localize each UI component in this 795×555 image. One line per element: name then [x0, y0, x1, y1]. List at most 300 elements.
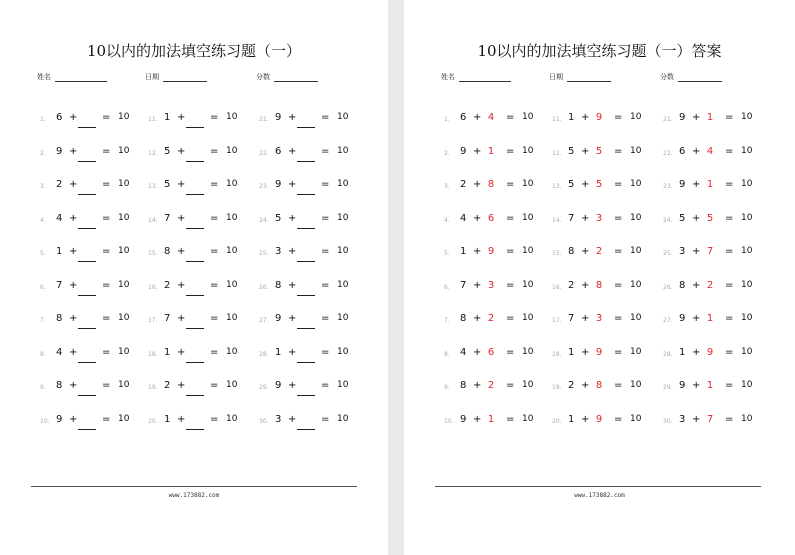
- answer-blank[interactable]: [297, 261, 315, 262]
- addend: 3: [679, 413, 686, 425]
- equals-sign: =: [321, 212, 330, 224]
- problem-number: 4.: [444, 216, 450, 224]
- plus-sign: +: [288, 279, 297, 291]
- equals-sign: =: [102, 313, 111, 324]
- problem-number: 30.: [259, 417, 269, 425]
- equals-sign: =: [210, 380, 219, 391]
- problem-item: [259, 212, 359, 240]
- problem-number: 10.: [40, 417, 50, 425]
- sum-value: 10: [630, 313, 642, 323]
- sum-value: 10: [522, 212, 534, 223]
- sum-value: 10: [522, 145, 534, 156]
- equals-sign: =: [321, 145, 330, 157]
- problem-number: 4.: [40, 216, 46, 224]
- answer-value: 9: [706, 346, 714, 358]
- problem-number: 12.: [552, 149, 562, 157]
- name-label: 姓名: [37, 73, 51, 81]
- problem-number: 28.: [259, 350, 269, 358]
- problem-number: 15.: [552, 250, 562, 257]
- plus-sign: +: [473, 380, 482, 391]
- plus-sign: +: [473, 246, 482, 257]
- plus-sign: +: [692, 313, 701, 324]
- addend: 4: [460, 346, 467, 358]
- problem-number: 18.: [552, 350, 562, 358]
- sum-value: 10: [741, 346, 753, 357]
- equals-sign: =: [614, 145, 623, 157]
- plus-sign: +: [581, 413, 590, 425]
- problem-item: [552, 313, 652, 340]
- plus-sign: +: [692, 246, 701, 257]
- sum-value: 10: [522, 112, 534, 122]
- addend: 8: [56, 380, 63, 391]
- sum-value: 10: [337, 313, 349, 323]
- answer-blank[interactable]: [78, 295, 96, 296]
- equals-sign: =: [102, 246, 111, 257]
- addend: 1: [56, 246, 63, 257]
- problem-item: [663, 246, 763, 273]
- problem-number: 26.: [663, 283, 673, 291]
- plus-sign: +: [69, 179, 78, 190]
- answer-value: 9: [595, 413, 603, 425]
- score-line: [678, 73, 722, 82]
- plus-sign: +: [581, 313, 590, 324]
- plus-sign: +: [177, 212, 186, 224]
- problem-item: [663, 212, 763, 240]
- equals-sign: =: [725, 279, 734, 291]
- answer-blank[interactable]: [78, 429, 96, 430]
- equals-sign: =: [725, 380, 734, 391]
- equals-sign: =: [102, 145, 111, 157]
- problem-number: 28.: [663, 350, 673, 358]
- problem-number: 17.: [148, 317, 158, 324]
- problem-item: [40, 279, 140, 307]
- plus-sign: +: [473, 145, 482, 157]
- answer-value: 4: [487, 112, 495, 123]
- problem-number: 27.: [259, 317, 269, 324]
- sum-value: 10: [522, 313, 534, 323]
- sum-value: 10: [741, 279, 753, 290]
- problem-item: [148, 380, 248, 407]
- addend: 7: [568, 212, 575, 224]
- equals-sign: =: [102, 346, 111, 358]
- answer-value: 9: [595, 112, 603, 123]
- plus-sign: +: [581, 112, 590, 123]
- answer-blank[interactable]: [297, 295, 315, 296]
- addend: 9: [679, 112, 686, 123]
- problem-item: [663, 313, 763, 340]
- addend: 2: [56, 179, 63, 190]
- sum-value: 10: [118, 212, 130, 223]
- addend: 8: [568, 246, 575, 257]
- plus-sign: +: [288, 346, 297, 358]
- equals-sign: =: [210, 112, 219, 123]
- equals-sign: =: [506, 380, 515, 391]
- problem-item: [259, 145, 359, 173]
- equals-sign: =: [725, 346, 734, 358]
- plus-sign: +: [581, 380, 590, 391]
- problem-number: 18.: [148, 350, 158, 358]
- problem-item: [148, 279, 248, 307]
- problem-item: [552, 346, 652, 374]
- plus-sign: +: [692, 346, 701, 358]
- problem-item: [552, 279, 652, 307]
- sum-value: 10: [118, 279, 130, 290]
- addend: 9: [460, 413, 467, 425]
- answer-page: [404, 0, 795, 555]
- sum-value: 10: [337, 380, 349, 390]
- problem-item: [259, 279, 359, 307]
- problem-number: 13.: [552, 183, 562, 190]
- answer-blank[interactable]: [78, 194, 96, 195]
- answer-blank[interactable]: [186, 295, 204, 296]
- answer-blank[interactable]: [297, 429, 315, 430]
- plus-sign: +: [473, 112, 482, 123]
- problem-number: 9.: [40, 384, 46, 391]
- answer-blank[interactable]: [78, 127, 96, 128]
- sum-value: 10: [118, 346, 130, 357]
- sum-value: 10: [630, 246, 642, 256]
- problem-number: 5.: [444, 250, 450, 257]
- addend: 5: [275, 212, 282, 224]
- date-line: [567, 73, 611, 82]
- equals-sign: =: [506, 279, 515, 291]
- plus-sign: +: [69, 313, 78, 324]
- problem-number: 21.: [259, 116, 269, 123]
- addend: 1: [568, 112, 575, 123]
- name-line: [55, 73, 107, 82]
- plus-sign: +: [69, 112, 78, 123]
- equals-sign: =: [321, 313, 330, 324]
- sum-value: 10: [630, 179, 642, 189]
- answer-blank[interactable]: [297, 228, 315, 229]
- problem-item: [40, 212, 140, 240]
- score-label: 分数: [660, 73, 674, 81]
- problem-number: 16.: [148, 283, 158, 291]
- sum-value: 10: [522, 279, 534, 290]
- equals-sign: =: [725, 145, 734, 157]
- answer-blank[interactable]: [297, 362, 315, 363]
- sum-value: 10: [522, 413, 534, 424]
- answer-value: 1: [487, 145, 495, 157]
- footer-divider: [435, 486, 761, 487]
- plus-sign: +: [69, 212, 78, 224]
- equals-sign: =: [102, 179, 111, 190]
- answer-blank[interactable]: [186, 127, 204, 128]
- equals-sign: =: [725, 246, 734, 257]
- sum-value: 10: [337, 413, 349, 424]
- sum-value: 10: [226, 279, 238, 290]
- problem-item: [663, 112, 763, 139]
- problem-number: 25.: [259, 250, 269, 257]
- addend: 1: [164, 346, 171, 358]
- answer-blank[interactable]: [78, 261, 96, 262]
- problem-number: 27.: [663, 317, 673, 324]
- footer-url: www.173882.com: [574, 492, 625, 499]
- addend: 1: [275, 346, 282, 358]
- problem-item: [40, 346, 140, 374]
- equals-sign: =: [614, 346, 623, 358]
- plus-sign: +: [473, 279, 482, 291]
- answer-blank[interactable]: [186, 429, 204, 430]
- plus-sign: +: [69, 380, 78, 391]
- problem-item: [259, 413, 359, 441]
- addend: 7: [56, 279, 63, 291]
- equals-sign: =: [321, 179, 330, 190]
- problem-item: [663, 145, 763, 173]
- addend: 8: [56, 313, 63, 324]
- addend: 3: [275, 246, 282, 257]
- answer-blank[interactable]: [186, 261, 204, 262]
- problem-item: [148, 179, 248, 206]
- problem-number: 9.: [444, 384, 450, 391]
- answer-value: 7: [706, 413, 714, 425]
- footer-url: www.173882.com: [168, 492, 220, 499]
- problem-item: [259, 179, 359, 206]
- problem-number: 3.: [444, 183, 450, 190]
- answer-value: 8: [595, 380, 603, 391]
- addend: 7: [164, 313, 171, 324]
- answer-blank[interactable]: [186, 161, 204, 162]
- sum-value: 10: [630, 279, 642, 290]
- answer-blank[interactable]: [186, 194, 204, 195]
- answer-blank[interactable]: [78, 328, 96, 329]
- plus-sign: +: [177, 279, 186, 291]
- problem-number: 29.: [259, 384, 269, 391]
- equals-sign: =: [102, 112, 111, 123]
- answer-blank[interactable]: [297, 194, 315, 195]
- answer-value: 1: [706, 179, 714, 190]
- addend: 9: [679, 179, 686, 190]
- date-label: 日期: [145, 73, 159, 81]
- plus-sign: +: [692, 145, 701, 157]
- problem-item: [148, 112, 248, 139]
- sum-value: 10: [741, 380, 753, 390]
- equals-sign: =: [321, 380, 330, 391]
- sum-value: 10: [118, 380, 130, 390]
- sum-value: 10: [630, 413, 642, 424]
- answer-blank[interactable]: [297, 328, 315, 329]
- addend: 7: [460, 279, 467, 291]
- plus-sign: +: [177, 413, 186, 425]
- plus-sign: +: [692, 179, 701, 190]
- problem-item: [552, 179, 652, 206]
- problem-item: [444, 246, 544, 273]
- answer-blank[interactable]: [78, 228, 96, 229]
- problem-number: 15.: [148, 250, 158, 257]
- problem-number: 24.: [663, 216, 673, 224]
- plus-sign: +: [581, 145, 590, 157]
- addend: 9: [460, 145, 467, 157]
- problem-number: 10.: [444, 417, 454, 425]
- addend: 1: [679, 346, 686, 358]
- problem-item: [259, 346, 359, 374]
- sum-value: 10: [226, 246, 238, 256]
- equals-sign: =: [506, 313, 515, 324]
- problem-number: 2.: [444, 149, 450, 157]
- addend: 8: [460, 380, 467, 391]
- plus-sign: +: [288, 179, 297, 190]
- sum-value: 10: [226, 212, 238, 223]
- plus-sign: +: [69, 413, 78, 425]
- plus-sign: +: [692, 380, 701, 391]
- addend: 8: [275, 279, 282, 291]
- answer-value: 9: [487, 246, 495, 257]
- plus-sign: +: [473, 179, 482, 190]
- name-field: [37, 72, 107, 82]
- answer-value: 3: [595, 212, 603, 224]
- equals-sign: =: [506, 413, 515, 425]
- sum-value: 10: [226, 145, 238, 156]
- problem-item: [552, 112, 652, 139]
- score-line: [274, 73, 318, 82]
- addend: 4: [460, 212, 467, 224]
- problem-number: 25.: [663, 250, 673, 257]
- problem-item: [148, 313, 248, 340]
- addend: 9: [275, 179, 282, 190]
- answer-blank[interactable]: [78, 395, 96, 396]
- answer-value: 5: [595, 179, 603, 190]
- answer-blank[interactable]: [186, 328, 204, 329]
- answer-value: 4: [706, 145, 714, 157]
- problem-number: 20.: [552, 417, 562, 425]
- problem-number: 1.: [40, 116, 46, 123]
- problem-item: [552, 145, 652, 173]
- plus-sign: +: [69, 145, 78, 157]
- plus-sign: +: [581, 212, 590, 224]
- problem-item: [40, 246, 140, 273]
- plus-sign: +: [288, 380, 297, 391]
- answer-value: 1: [706, 380, 714, 391]
- addend: 9: [679, 313, 686, 324]
- problem-number: 16.: [552, 283, 562, 291]
- problem-item: [663, 279, 763, 307]
- answer-blank[interactable]: [186, 395, 204, 396]
- plus-sign: +: [581, 279, 590, 291]
- addend: 1: [460, 246, 467, 257]
- plus-sign: +: [692, 112, 701, 123]
- addend: 5: [568, 145, 575, 157]
- addend: 9: [275, 112, 282, 123]
- equals-sign: =: [725, 179, 734, 190]
- equals-sign: =: [506, 112, 515, 123]
- addend: 6: [679, 145, 686, 157]
- addend: 2: [568, 380, 575, 391]
- addend: 1: [164, 112, 171, 123]
- sum-value: 10: [118, 112, 130, 122]
- equals-sign: =: [102, 279, 111, 291]
- sum-value: 10: [337, 179, 349, 189]
- answer-blank[interactable]: [78, 362, 96, 363]
- addend: 1: [568, 413, 575, 425]
- sum-value: 10: [522, 246, 534, 256]
- sum-value: 10: [630, 212, 642, 223]
- sum-value: 10: [741, 179, 753, 189]
- problem-number: 13.: [148, 183, 158, 190]
- equals-sign: =: [210, 246, 219, 257]
- problem-number: 8.: [444, 350, 450, 358]
- equals-sign: =: [210, 279, 219, 291]
- plus-sign: +: [581, 246, 590, 257]
- answer-value: 3: [595, 313, 603, 324]
- plus-sign: +: [288, 145, 297, 157]
- addend: 2: [164, 380, 171, 391]
- problem-number: 8.: [40, 350, 46, 358]
- problem-item: [40, 313, 140, 340]
- problem-number: 12.: [148, 149, 158, 157]
- problem-number: 30.: [663, 417, 673, 425]
- score-field: [660, 72, 722, 82]
- worksheet-title: 10以内的加法填空练习题（一）: [86, 42, 302, 60]
- worksheet-page: [0, 0, 388, 555]
- answer-blank[interactable]: [297, 161, 315, 162]
- plus-sign: +: [692, 413, 701, 425]
- answer-blank[interactable]: [297, 395, 315, 396]
- problem-item: [552, 212, 652, 240]
- problem-item: [663, 380, 763, 407]
- problem-item: [552, 246, 652, 273]
- sum-value: 10: [741, 112, 753, 122]
- equals-sign: =: [210, 145, 219, 157]
- addend: 9: [56, 413, 63, 425]
- plus-sign: +: [473, 413, 482, 425]
- problem-item: [148, 212, 248, 240]
- answer-blank[interactable]: [186, 362, 204, 363]
- problem-number: 21.: [663, 116, 673, 123]
- problem-number: 5.: [40, 250, 46, 257]
- problem-item: [259, 313, 359, 340]
- addend: 1: [164, 413, 171, 425]
- addend: 8: [164, 246, 171, 257]
- problem-item: [40, 380, 140, 407]
- sum-value: 10: [337, 212, 349, 223]
- addend: 4: [56, 346, 63, 358]
- plus-sign: +: [177, 112, 186, 123]
- answer-value: 8: [487, 179, 495, 190]
- equals-sign: =: [614, 313, 623, 324]
- answer-blank[interactable]: [186, 228, 204, 229]
- plus-sign: +: [177, 380, 186, 391]
- plus-sign: +: [692, 279, 701, 291]
- sum-value: 10: [226, 413, 238, 424]
- addend: 6: [460, 112, 467, 123]
- equals-sign: =: [210, 413, 219, 425]
- answer-blank[interactable]: [78, 161, 96, 162]
- addend: 3: [275, 413, 282, 425]
- addend: 5: [164, 179, 171, 190]
- addend: 9: [275, 380, 282, 391]
- sum-value: 10: [630, 145, 642, 156]
- sum-value: 10: [118, 246, 130, 256]
- equals-sign: =: [102, 380, 111, 391]
- problem-item: [148, 246, 248, 273]
- problem-item: [259, 380, 359, 407]
- plus-sign: +: [288, 246, 297, 257]
- equals-sign: =: [725, 413, 734, 425]
- addend: 7: [568, 313, 575, 324]
- problem-number: 11.: [552, 116, 562, 123]
- answer-value: 1: [706, 112, 714, 123]
- answer-blank[interactable]: [297, 127, 315, 128]
- answer-value: 1: [706, 313, 714, 324]
- date-label: 日期: [549, 73, 563, 81]
- sum-value: 10: [118, 145, 130, 156]
- answer-title: 10以内的加法填空练习题（一）答案: [477, 42, 722, 60]
- answer-value: 1: [487, 413, 495, 425]
- addend: 2: [460, 179, 467, 190]
- equals-sign: =: [614, 246, 623, 257]
- problem-number: 3.: [40, 183, 46, 190]
- addend: 9: [56, 145, 63, 157]
